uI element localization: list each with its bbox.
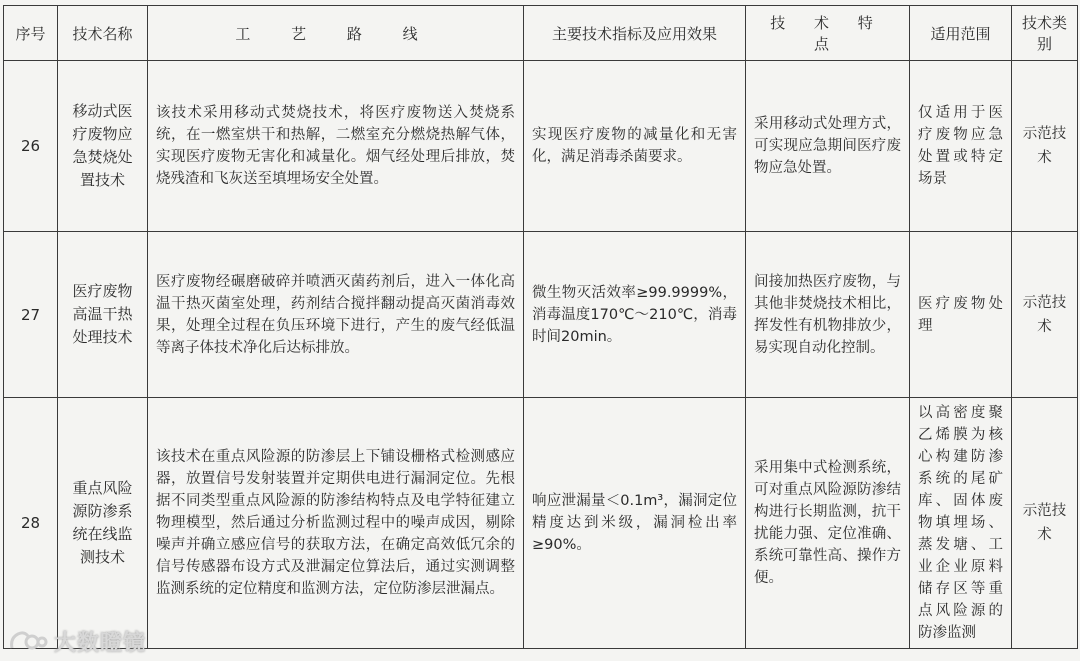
technology-name: 移动式医疗废物应急焚烧处置技术 — [58, 61, 148, 232]
technology-name: 医疗废物高温干热处理技术 — [58, 232, 148, 398]
header-scope: 适用范围 — [910, 6, 1012, 61]
indicators-effects: 响应泄漏量＜0.1m³，漏洞定位精度达到米级，漏洞检出率≥90%。 — [524, 398, 746, 649]
application-scope: 医疗废物处理 — [910, 232, 1012, 398]
row-number: 28 — [4, 398, 58, 649]
watermark-text: 大数瞪镜 — [54, 630, 147, 656]
application-scope: 仅适用于医疗废物应急处置或特定场景 — [910, 61, 1012, 232]
process-route: 该技术在重点风险源的防渗层上下铺设栅格式检测感应器，放置信号发射装置并定期供电进行漏洞定位。先根据不同类型重点风险源的防渗结构特点及电学特征建立物理模型，然后通过分析监测过程中的噪声成因，剔除噪声并确立感应信号的获取方法，在确定高效低冗余的信号传感器布设方式及泄漏定位算法后，通过实测调整监测系统的定位精度和监测方法，定位防渗层泄漏点。 — [148, 398, 524, 649]
table-row — [4, 61, 1078, 232]
indicators-effects: 微生物灭活效率≥99.9999%，消毒温度170℃～210℃，消毒时间20min。 — [524, 232, 746, 398]
header-category: 技术类别 — [1012, 6, 1078, 61]
header-route: 工 艺 路 线 — [148, 6, 524, 61]
technology-table — [3, 5, 1078, 649]
table-row — [4, 232, 1078, 398]
watermark-logo-icon — [8, 628, 48, 654]
header-name: 技术名称 — [58, 6, 148, 61]
watermark — [8, 627, 146, 655]
header-features: 技 术 特 点 — [746, 6, 910, 61]
header-indicators: 主要技术指标及应用效果 — [524, 6, 746, 61]
header-no: 序号 — [4, 6, 58, 61]
header-row — [4, 6, 1078, 61]
process-route: 医疗废物经碾磨破碎并喷洒灭菌药剂后，进入一体化高温干热灭菌室处理，药剂结合搅拌翻动提高灭菌消毒效果，处理全过程在负压环境下进行，产生的废气经低温等离子体技术净化后达标排放。 — [148, 232, 524, 398]
technical-features: 间接加热医疗废物，与其他非焚烧技术相比，挥发性有机物排放少，易实现自动化控制。 — [746, 232, 910, 398]
row-number: 27 — [4, 232, 58, 398]
indicators-effects: 实现医疗废物的减量化和无害化，满足消毒杀菌要求。 — [524, 61, 746, 232]
technology-name: 重点风险源防渗系统在线监测技术 — [58, 398, 148, 649]
technology-category: 示范技术 — [1012, 232, 1078, 398]
row-number: 26 — [4, 61, 58, 232]
table-row — [4, 398, 1078, 649]
technology-category: 示范技术 — [1012, 398, 1078, 649]
process-route: 该技术采用移动式焚烧技术，将医疗废物送入焚烧系统，在一燃室烘干和热解，二燃室充分燃烧热解气体，实现医疗废物无害化和减量化。烟气经处理后排放，焚烧残渣和飞灰送至填埋场安全处置。 — [148, 61, 524, 232]
technical-features: 采用移动式处理方式，可实现应急期间医疗废物应急处置。 — [746, 61, 910, 232]
technical-features: 采用集中式检测系统，可对重点风险源防渗结构进行长期监测，抗干扰能力强、定位准确、系统可靠性高、操作方便。 — [746, 398, 910, 649]
technology-category: 示范技术 — [1012, 61, 1078, 232]
application-scope: 以高密度聚乙烯膜为核心构建防渗系统的尾矿库、固体废物填埋场、蒸发塘、工业企业原料储存区等重点风险源的防渗监测 — [910, 398, 1012, 649]
